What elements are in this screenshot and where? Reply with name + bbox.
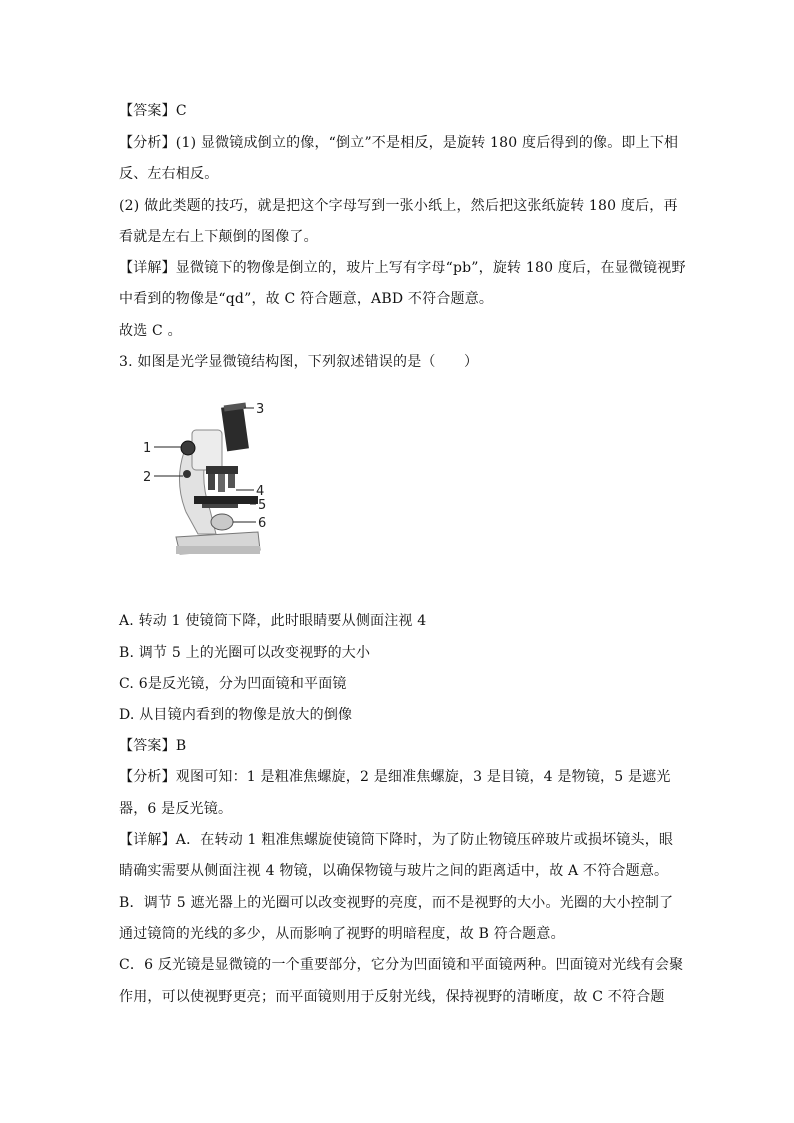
microscope-figure: [140, 392, 280, 572]
question-3-stem: 3. 如图是光学显微镜结构图，下列叙述错误的是（ ）: [119, 354, 479, 370]
figure-label-1: 1: [143, 441, 152, 456]
answer-value: C: [175, 103, 187, 119]
option-d: D. 从目镜内看到的物像是放大的倒像: [119, 707, 353, 723]
answer-3-label: 【答案】: [119, 738, 176, 754]
option-a: A. 转动 1 使镜筒下降，此时眼睛要从侧面注视 4: [119, 613, 427, 629]
analysis-3-line-2: 器，6 是反光镜。: [119, 801, 233, 817]
option-b: B. 调节 5 上的光圈可以改变视野的大小: [119, 645, 371, 661]
analysis-line-4: 看就是左右上下颠倒的图像了。: [119, 229, 318, 245]
detail-3-line-4: 通过镜筒的光线的多少，从而影响了视野的明暗程度，故 B 符合题意。: [119, 926, 565, 942]
detail-line-1: 【详解】显微镜下的物像是倒立的，玻片上写有字母“pb”，旋转 180 度后，在显微镜视野: [119, 260, 686, 276]
option-c: C. 6是反光镜，分为凹面镜和平面镜: [119, 676, 347, 692]
detail-3-line-5: C．6 反光镜是显微镜的一个重要部分，它分为凹面镜和平面镜两种。凹面镜对光线有会聚: [119, 957, 684, 973]
detail-line-3: 故选 C 。: [119, 323, 182, 339]
figure-label-2: 2: [143, 470, 152, 485]
answer-label: 【答案】: [119, 103, 176, 119]
figure-label-3: 3: [256, 402, 265, 417]
analysis-line-2: 反、左右相反。: [119, 166, 219, 182]
answer-3-value: B: [175, 738, 187, 754]
answer-3-line: [119, 736, 186, 756]
detail-3-line-1: 【详解】A．在转动 1 粗准焦螺旋使镜筒下降时，为了防止物镜压碎玻片或损坏镜头，眼: [119, 832, 674, 848]
analysis-line-3: (2) 做此类题的技巧，就是把这个字母写到一张小纸上，然后把这张纸旋转 180 度后，再: [119, 198, 678, 214]
figure-label-5: 5: [258, 498, 267, 513]
analysis-line-1: 【分析】(1) 显微镜成倒立的像，“倒立”不是相反，是旋转 180 度后得到的像。即上下相: [119, 135, 679, 151]
analysis-3-line-1: 【分析】观图可知：1 是粗准焦螺旋，2 是细准焦螺旋，3 是目镜，4 是物镜，5 是遮光: [119, 769, 671, 785]
detail-3-line-6: 作用，可以使视野更亮；而平面镜则用于反射光线，保持视野的清晰度，故 C 不符合题: [119, 989, 665, 1005]
answer-line: [119, 101, 187, 121]
detail-line-2: 中看到的物像是“qd”，故 C 符合题意，ABD 不符合题意。: [119, 291, 494, 307]
detail-3-line-3: B．调节 5 遮光器上的光圈可以改变视野的亮度，而不是视野的大小。光圈的大小控制了: [119, 895, 674, 911]
figure-label-6: 6: [258, 516, 267, 531]
figure-label-4: 4: [256, 484, 265, 499]
detail-3-line-2: 睛确实需要从侧面注视 4 物镜，以确保物镜与玻片之间的距离适中，故 A 不符合题意。: [119, 863, 669, 879]
